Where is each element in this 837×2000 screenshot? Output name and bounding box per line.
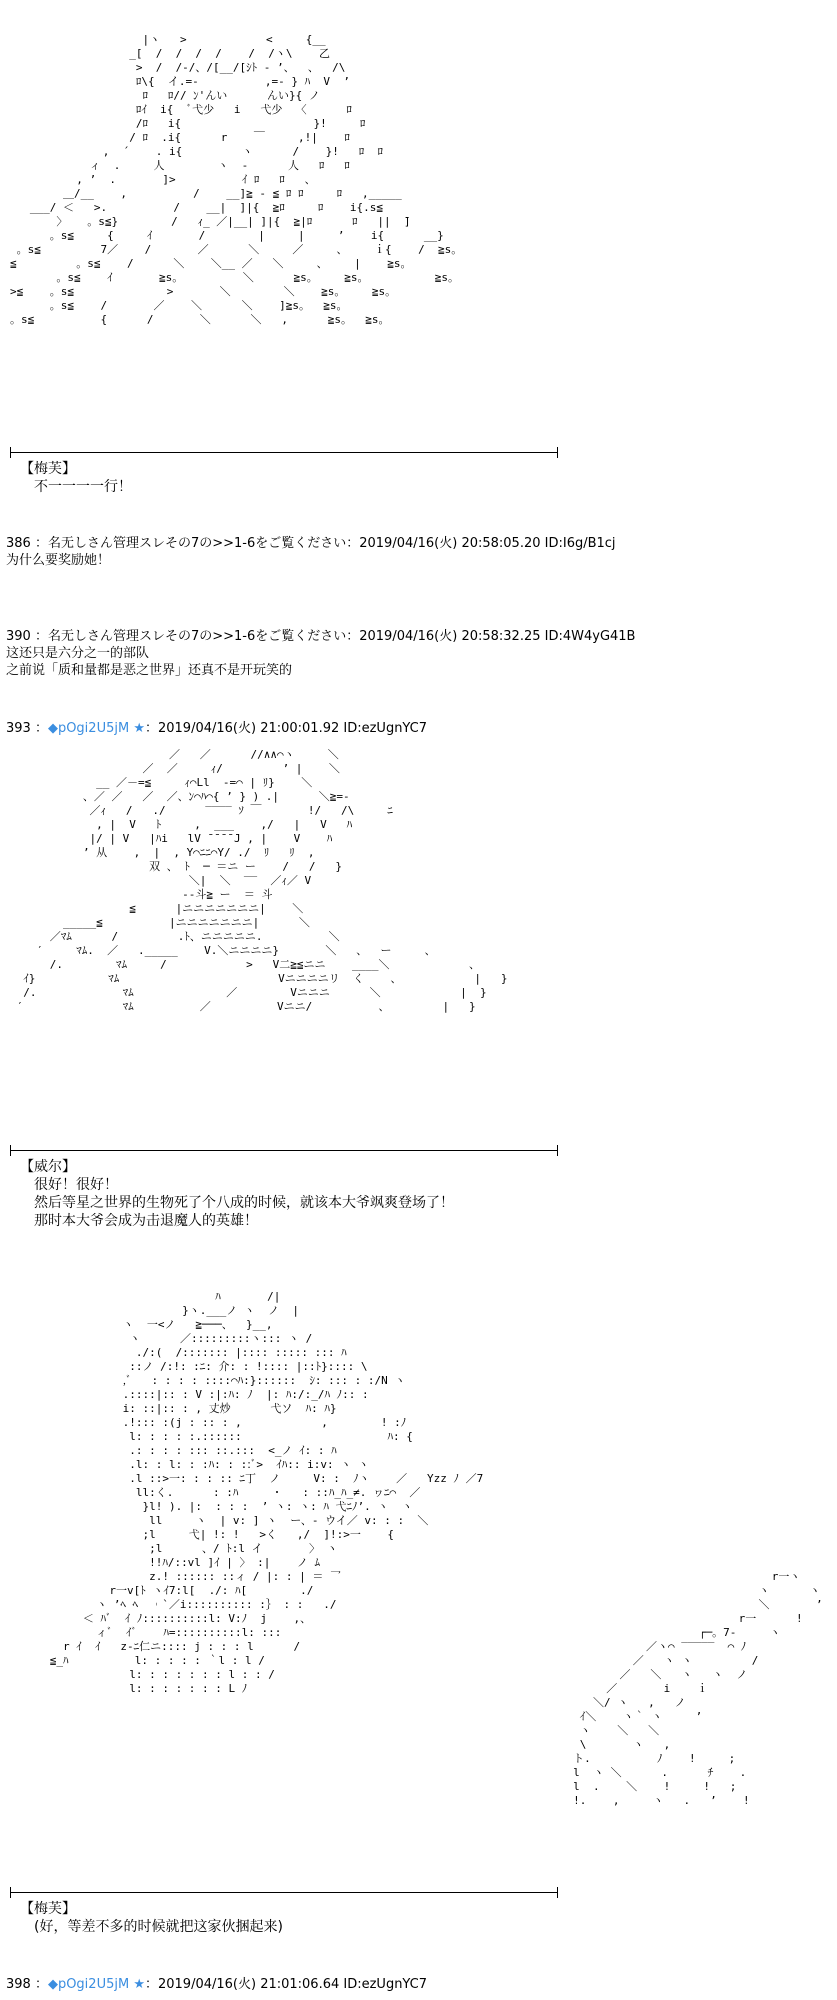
dialogue-line: (好，等差不多的时候就把这家伙捆起来) [34, 1919, 283, 1935]
post-header: 386 ：名无しさん管理スレその7の>>1-6をご覧ください：2019/04/16(火) 20:58:05.20 ID:I6g/B1cj [6, 536, 616, 551]
ascii-art-scene-2: ／ ／ //∧∧⌒ヽ ＼ ／ ／ ｨ/ ’ | ＼ __ ／－=≦ ｨ⌒Ll -=⌒ | ﾘ} ＼ 、／ ／ ／ ／、ﾝ⌒ﾊ⌒{ ’ } ) .| ＼≧=- ／ｨ / ./ ‾‾‾‾ ｿ ￣ !/ /\ ﾆ , | V ﾄ , ___ ,/ | V ﾊ |/ | V |ﾊi lV ̄ ̄ ̄ ̄ J , | V ﾊ ’ 从 , | , Y⌒ﾆﾆ⌒Y/ ./ ﾘ ﾘ , 双 、 ﾄ ─ ＝ニ ー / / } ＼| ＼ ‾‾ ／ｨ／ V --斗≧ ー ＝ 斗 ≦ |ニニニニニニニ| ＼ _____≦ |ニニニニニニニ| ＼ ／ﾏﾑ / .ﾄ、ニニニニニ. ＼ ′ ﾏﾑ. ／ ._____ V.＼ニニニニ} ＼ 、 ー 、 /. ﾏﾑ / > V二≧≦ニニ ____＼ 、 ｲ} ﾏﾑ Vニニニニリ く 、 | } /. ﾏﾑ ／ Vニニニ ＼ | } ′ ﾏﾑ ／ Vニニ/ 、 | } [16, 748, 508, 1013]
post-meta: ：2019/04/16(火) 21:00:01.92 ID:ezUgnYC7 [144, 721, 428, 736]
ascii-art-scene-3-creature: r一ヽ ヽ ヽ ＼ ’ r一 ! ┌─。7- ヽ ／ヽ⌒ ‾‾‾‾‾ ⌒ ﾉ ／ ヽ ヽ / ／ ＼ ヽ ヽ ノ ／ i ｉ ＼/ ヽ , ノ ｲ＼ ヽ｀ ヽ ’ ヽ ＼ ＼ \ ヽ , ト. ﾉ ! ; l ヽ ＼ . ﾁ . l . ＼ ! ! ; !. , ヽ . ’ ! [573, 1570, 823, 1807]
divider-rule [10, 452, 558, 453]
ascii-art-scene-3: ﾊ /| }ヽ.___ノ ヽ ノ | ヽ 一<ノ ≧───、 }__, ヽ ／:::::::::ヽ::: ヽ / ./:( /::::::: |:::: ::::: ::: ﾊ ::ノ /:!: :ﾆ: 介: : !:::: |::ﾄ}:::: \ ,ﾞ : : : : ::::⌒ﾊ:}:::::: ｼ: ::: : :/N ヽ .::::|:: : V :|:ﾊ: ﾉ |: ﾊ:/:_/ﾊ ﾉ:: : i: ::|:: : , 丈炒 弋ソ ﾊ: ﾊ} .!::: :(j : :: : , , ! :ﾉ l: : : : :.:::::: ﾊ: { .: : : : ::: ::.::: <_ノ ｲ: : ﾊ .l: : l: : :ﾊ: : ::ﾞ> ｲﾊ:: i:v: ヽ ヽ .l ::>一: : : :: ﾆ丁 ノ V: : ﾉヽ ／ Yzz ﾉ ／7 ll:く. : :ﾊ ・ : ::ﾊ_ﾊ_≠. ヮﾆ⌒ ／ }l! ). |: : : : ’ ヽ: ヽ: ﾊ 弋ﾆﾉ’. ヽ ヽ ll ヽ | v: ] ヽ ー、- ウイ／ v: : : ＼ ;l 弋| !: ! >く ,/ ]!:>一 { ;l 、/ ﾄ:l イ 〉 ヽ !!ﾊ/::vl ]ｲ | 〉 :| ノ ﾑ z.! :::::: ::ィ / |: : | ＝ 乛 r一v[ﾄ ヽｲ7:l[ ./: ﾊ[ ./ ヽ ’ﾍ ﾍ ︲`／i:::::::::: :｝ : : ./ ＜ ﾊﾞ ｲ ﾉ::::::::::l: V:ﾉ j ,、 ィﾞ ｲﾞ ﾊ=::::::::::l: ::: r ｲ ｲ z-ﾆ仁ニ:::: j : : : l / ≦_ﾊ l: : : : : ｀l : l / l: : : : : : : l : : / l: : : : : : : L ﾉ [49, 1290, 484, 1695]
dialogue-line: 很好！很好！ [34, 1177, 118, 1193]
post-number: 398 ： [6, 1977, 48, 1992]
speaker-name: 【梅芙】 [20, 1901, 76, 1917]
speaker-name: 【威尔】 [20, 1159, 76, 1175]
post-386 [6, 535, 616, 569]
post-398-header [6, 1976, 427, 1993]
post-body-line: 为什么要奖励她！ [6, 553, 111, 568]
ascii-art-scene-1: |ヽ > < {__ _[ / / / / / /ヽ\ 乙 > / /-/、/[__/[ｼﾄ - ’、 、 /\ ﾛ\{ イ.=- ,=- } ﾊ V ’ ﾛ ﾛ// ﾝ'んい んい}{ ノ ﾛｲ i{ ﾞ弋少 i 弋少 〈 ﾛ /ﾛ i{ }! ﾛ / ﾛ .i{ r ￣ ,!| ﾛ , ´ . i{ ヽ / }! ﾛ ﾛ ィ . 人 ヽ - 人 ﾛ ﾛ , ’ . ]> ｲ ﾛ ﾛ 、 ＿/__ , / __]≧ - ≦ ﾛ ﾛ ﾛ ,_____ ___/ ＜ >. / __| ]|{ ≧ﾛ ﾛ i{.s≦ 〉 。s≦} / ｨ_ ／|__| ]|{ ≧|ﾛ ﾛ || ̄] 。s≦ { ｲ / | | ’ i{ __} 。s≦ 7／ / ／ ＼ ／ 、 ｉ{ / ≧s。 ≦ 。s≦ / ＼ ＼__ ／ ＼ 、 | ≧s。 。s≦ ｲ ≧s。 ＼ ≧s。 ≧s。 ≧s。 >≦ 。s≦ > ＼ ＼ ≧s。 ≧s。 。s≦ / ／ ＼ ＼ ]≧s。 ≧s。 。s≦ { / ＼ ＼ , ≧s。 ≧s。 [10, 33, 463, 326]
dialogue-block [20, 460, 132, 496]
post-body-line: 之前说「质和量都是恶之世界」还真不是开玩笑的 [6, 663, 293, 678]
post-393-header [6, 720, 427, 737]
speaker-name: 【梅芙】 [20, 461, 76, 477]
dialogue-line: 不一一一一行！ [34, 479, 132, 495]
divider-rule [10, 1892, 558, 1893]
post-number: 393 ： [6, 721, 48, 736]
dialogue-block [20, 1900, 283, 1936]
post-390 [6, 628, 635, 679]
dialogue-line: 然后等星之世界的生物死了个八成的时候，就该本大爷飒爽登场了！ [34, 1195, 454, 1211]
dialogue-line: 那时本大爷会成为击退魔人的英雄！ [34, 1213, 258, 1229]
divider-rule [10, 1150, 558, 1151]
author-trip-link[interactable]: ◆pOgi2U5jM ★ [47, 721, 145, 736]
author-trip-link[interactable]: ◆pOgi2U5jM ★ [47, 1977, 145, 1992]
dialogue-block [20, 1158, 454, 1230]
post-header: 390 ：名无しさん管理スレその7の>>1-6をご覧ください：2019/04/16(火) 20:58:32.25 ID:4W4yG41B [6, 629, 636, 644]
post-body-line: 这还只是六分之一的部队 [6, 646, 150, 661]
post-meta: ：2019/04/16(火) 21:01:06.64 ID:ezUgnYC7 [144, 1977, 428, 1992]
